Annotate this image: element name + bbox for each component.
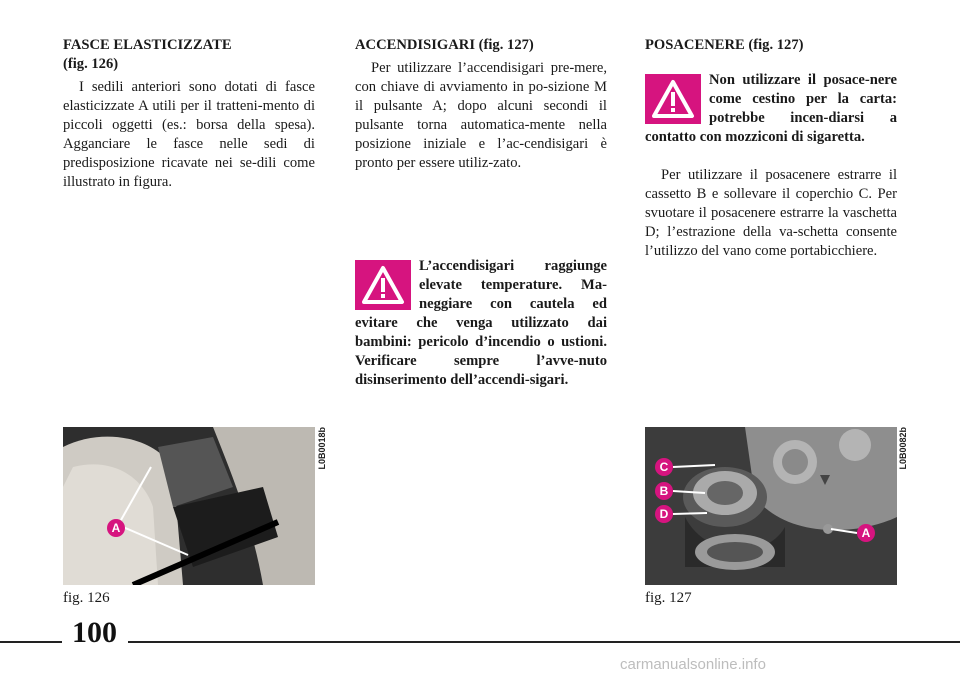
figure-127-label-d: D: [655, 505, 673, 523]
warning-triangle-icon: [645, 74, 701, 124]
figure-127-photo: [645, 427, 897, 585]
page-number: 100: [72, 616, 117, 649]
heading-fasce-line1: FASCE ELASTICIZZATE: [63, 37, 232, 53]
watermark: carmanualsonline.info: [620, 656, 766, 673]
figure-127-label-b: B: [655, 482, 673, 500]
warning-accendisigari-text: L’accendisigari raggiunge elevate temperature. Ma-neggiare con cautela ed evitare che venga utilizzato dai bambini: pericolo d’incendio o ustioni. Verificare sempre l’avve-nuto disinserimento dell’accendi-sigari.: [355, 258, 607, 388]
warning-accendisigari: [355, 257, 607, 390]
figure-127-label-c: C: [655, 458, 673, 476]
warning-triangle-icon: [355, 260, 411, 310]
column-accendisigari: [355, 36, 607, 390]
footer-rule-left: [0, 641, 62, 643]
heading-accendisigari: ACCENDISIGARI (fig. 127): [355, 37, 534, 53]
heading-posacenere: POSACENERE (fig. 127): [645, 37, 804, 53]
column-posacenere: [645, 36, 897, 261]
warning-posacenere-text: Non utilizzare il posace-nere come cestino per la carta: potrebbe incen-diarsi a contatto con mozziconi di sigaretta.: [645, 72, 897, 145]
warning-posacenere: [645, 71, 897, 147]
heading-fasce-line2: (fig. 126): [63, 56, 119, 72]
paragraph-fasce: I sedili anteriori sono dotati di fasce elasticizzate A utili per il tratteni-mento di piccoli oggetti (es.: borsa della spesa). Agganciare le fasce nelle sedi di predisposizione ricavate nei se-dili come illustrato in figura.: [63, 79, 315, 190]
figure-126-label-a: A: [107, 519, 125, 537]
figure-127-code: L0B0082b: [898, 427, 908, 470]
paragraph-accendisigari: Per utilizzare l’accendisigari pre-mere, con chiave di avviamento in po-sizione M il pulsante A; dopo alcuni secondi il pulsante torna automatica-mente nella posizione iniziale e l’ac-cendisigari è pronto per essere utiliz-zato.: [355, 60, 607, 171]
footer-rule-right: [128, 641, 960, 643]
column-fasce: [63, 36, 315, 192]
paragraph-posacenere: Per utilizzare il posacenere estrarre il cassetto B e sollevare il coperchio C. Per svuotare il posacenere estrarre la vaschetta D; l’estrazione della va-schetta consente l’utilizzo del vano come portabicchiere.: [645, 167, 897, 259]
figure-126-photo: [63, 427, 315, 585]
figure-126-caption: fig. 126: [63, 590, 110, 606]
figure-127-caption: fig. 127: [645, 590, 692, 606]
figure-127-label-a: A: [857, 524, 875, 542]
figure-126-code: L0B0018b: [317, 427, 327, 470]
